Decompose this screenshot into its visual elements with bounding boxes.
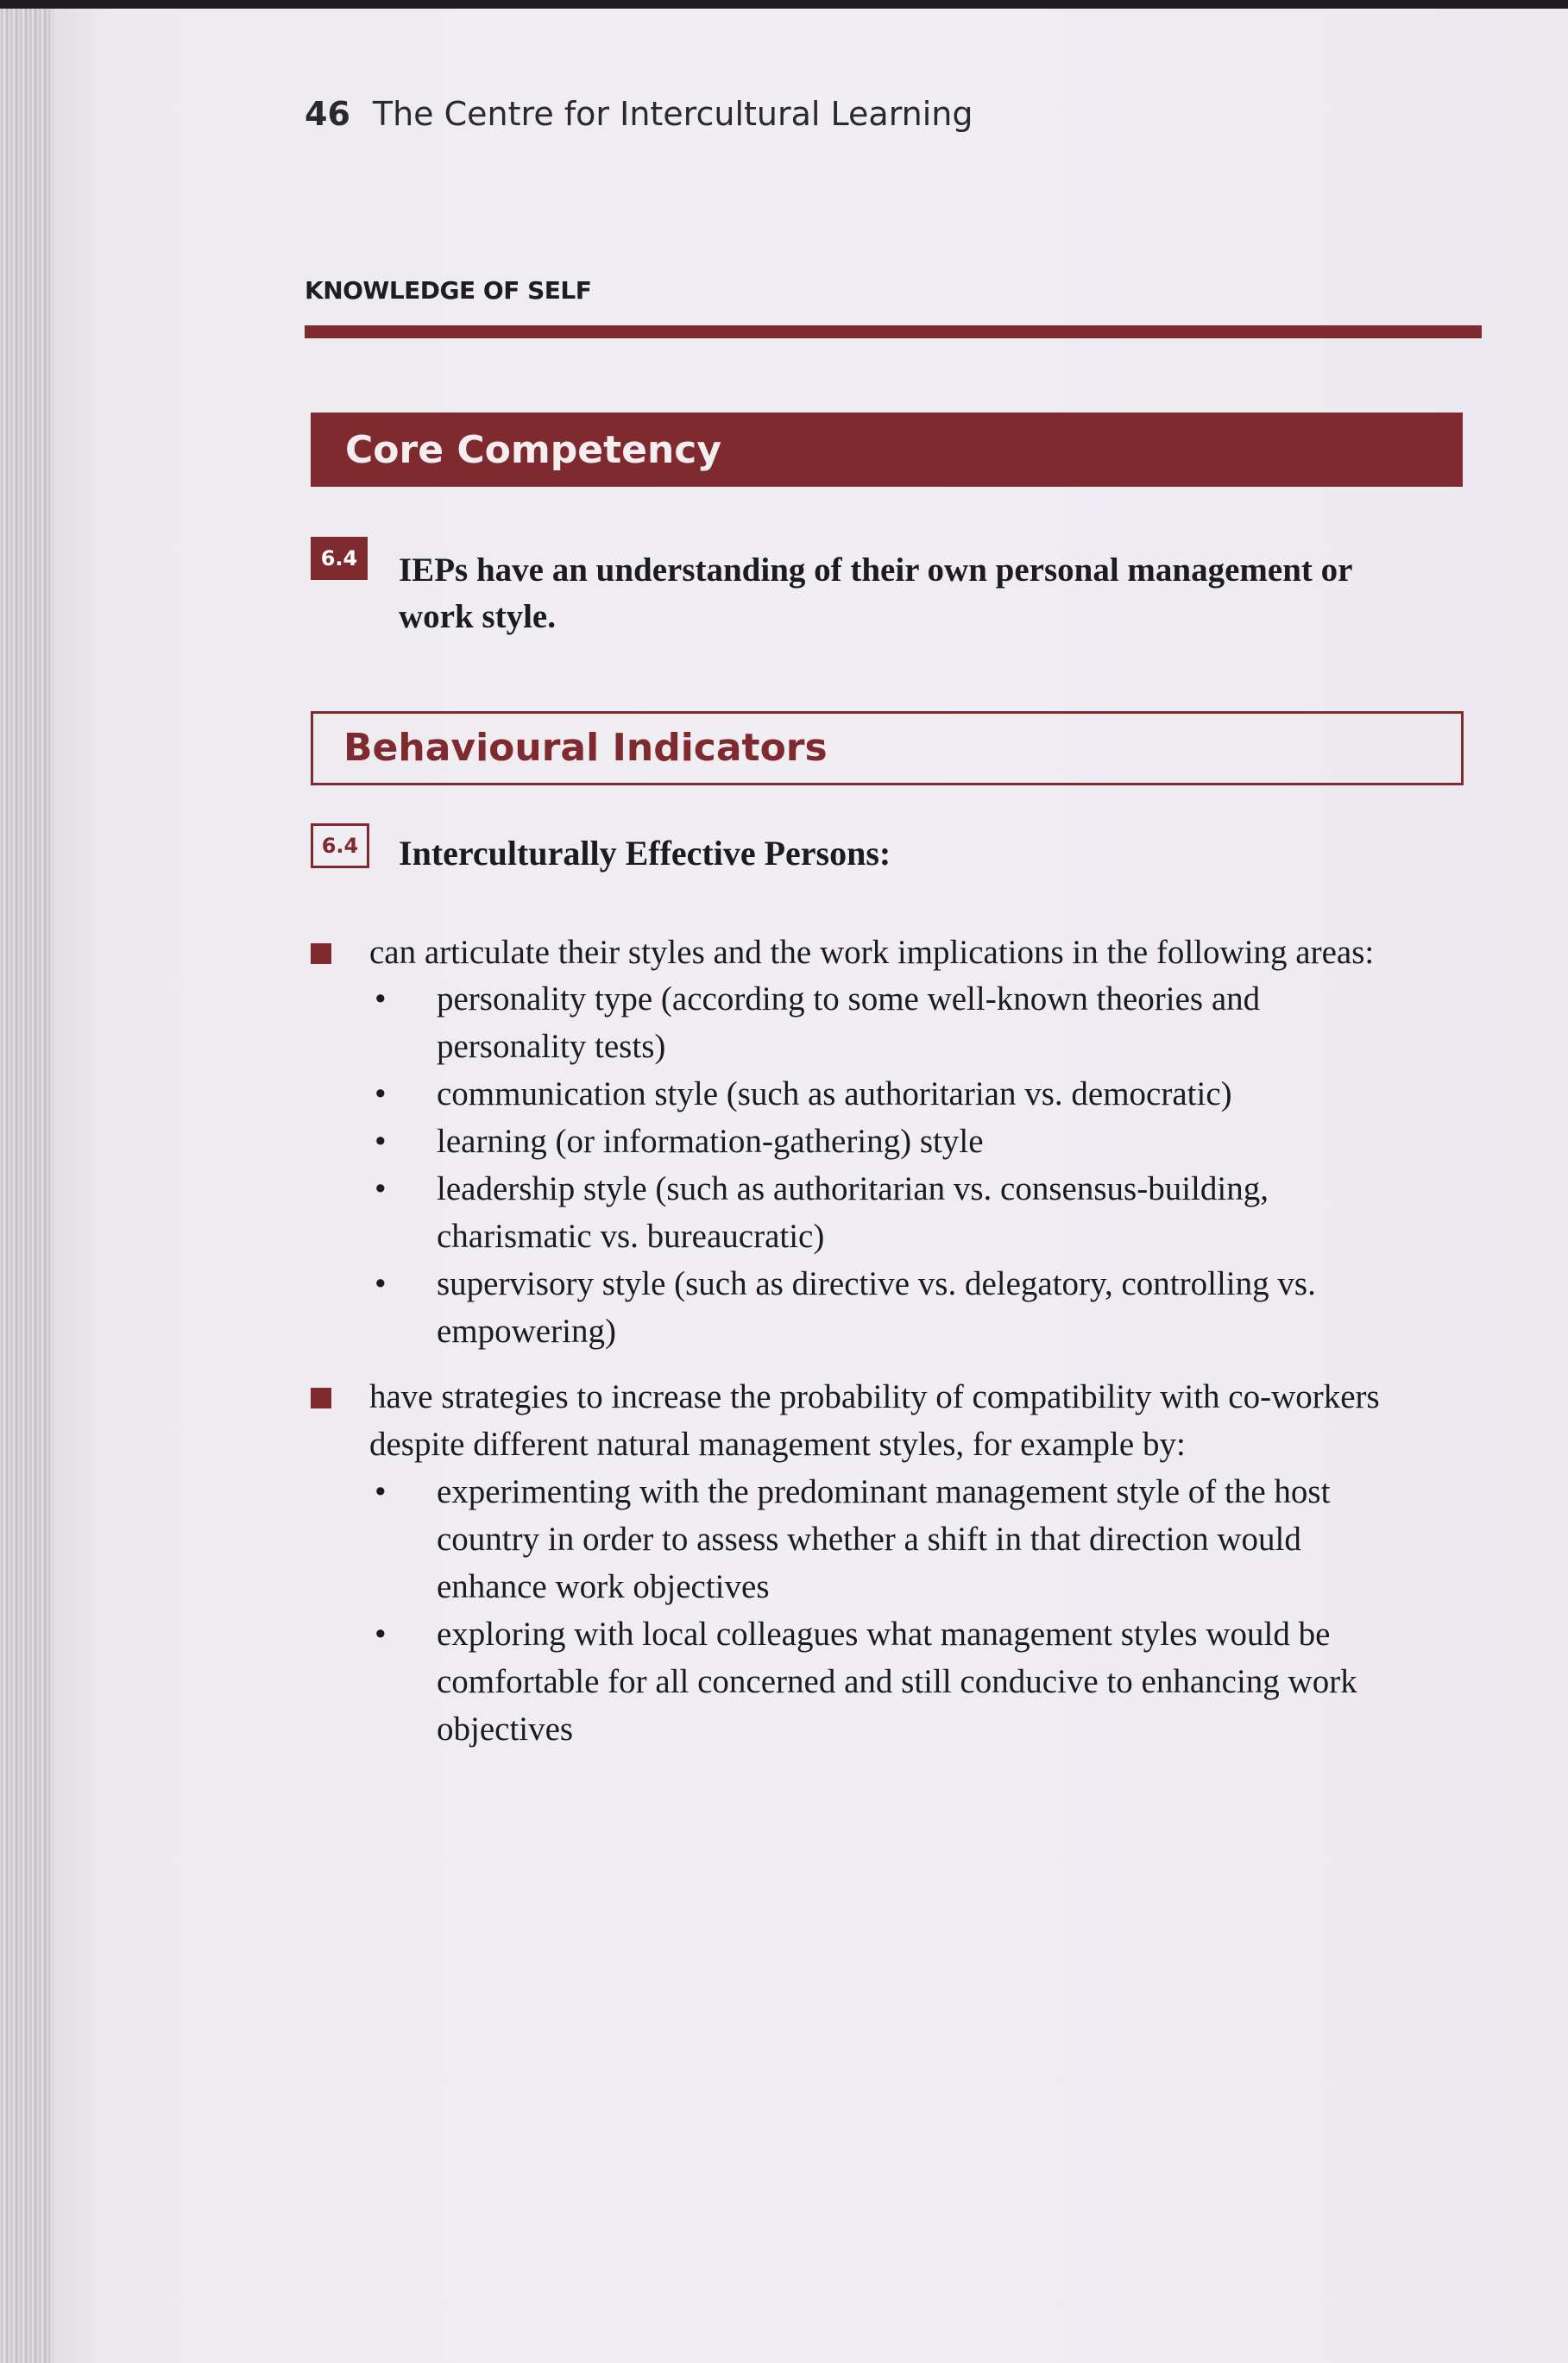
sub-item-text: communication style (such as authoritarian vs. democratic) bbox=[437, 1075, 1232, 1112]
bullet-dot-icon: • bbox=[375, 1616, 387, 1653]
bullet-dot-icon: • bbox=[375, 1075, 387, 1112]
sub-item-text: learning (or information-gathering) style bbox=[437, 1123, 984, 1160]
sub-item-text: leadership style (such as authoritarian vs. consensus-building, charismatic vs. bureaucratic) bbox=[437, 1170, 1269, 1255]
core-competency-statement: IEPs have an understanding of their own personal management or work style. bbox=[399, 551, 1352, 635]
square-bullet-icon bbox=[311, 1388, 331, 1408]
indicator-item: can articulate their styles and the work implications in the following areas: bbox=[369, 934, 1375, 971]
book-page bbox=[54, 9, 1568, 2363]
square-bullet-icon bbox=[311, 943, 331, 964]
running-head-title: The Centre for Intercultural Learning bbox=[372, 95, 973, 133]
book-spine-edge bbox=[0, 9, 54, 2363]
indicator-number-badge: 6.4 bbox=[311, 823, 369, 868]
indicators-heading: Interculturally Effective Persons: bbox=[399, 834, 891, 873]
core-competency-title: Core Competency bbox=[345, 428, 722, 472]
bullet-dot-icon: • bbox=[375, 1473, 387, 1510]
bullet-dot-icon: • bbox=[375, 1123, 387, 1160]
sub-item-text: exploring with local colleagues what management styles would be comfortable for all concerned and still conducive to enhancing work objectives bbox=[437, 1616, 1357, 1748]
sub-item-text: personality type (according to some well-known theories and personality tests) bbox=[437, 980, 1261, 1065]
bullet-dot-icon: • bbox=[375, 1265, 387, 1302]
indicator-list bbox=[54, 9, 1568, 2363]
bullet-dot-icon: • bbox=[375, 1170, 387, 1207]
competency-number-badge: 6.4 bbox=[311, 537, 368, 580]
section-label: KNOWLEDGE OF SELF bbox=[305, 276, 592, 305]
indicator-item: have strategies to increase the probability of compatibility with co-workers despite different natural management styles, for example by: bbox=[369, 1378, 1380, 1463]
behavioural-indicators-title: Behavioural Indicators bbox=[343, 726, 828, 770]
sub-item-text: experimenting with the predominant management style of the host country in order to assess whether a shift in that direction would enhance work objectives bbox=[437, 1473, 1331, 1605]
sub-item-text: supervisory style (such as directive vs. delegatory, controlling vs. empowering) bbox=[437, 1265, 1316, 1350]
bullet-dot-icon: • bbox=[375, 980, 387, 1018]
page-number: 46 bbox=[305, 95, 350, 133]
